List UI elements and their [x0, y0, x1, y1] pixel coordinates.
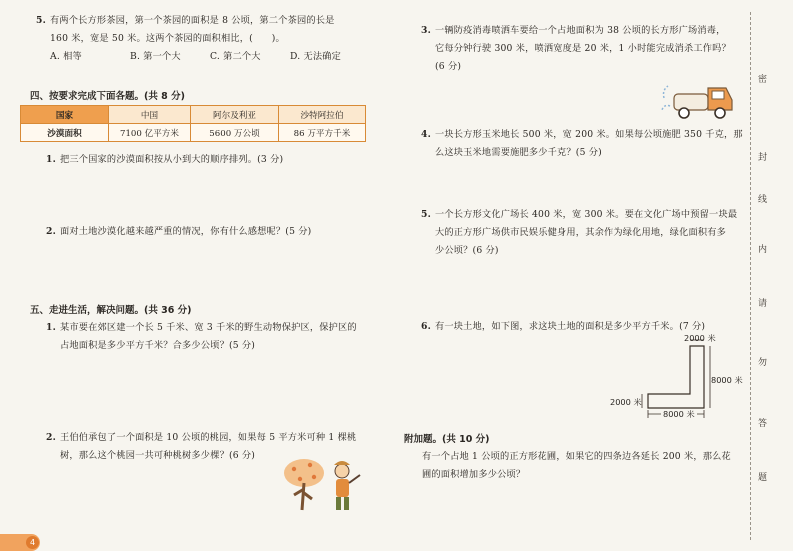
choice-b[interactable]: B. 第一个大 — [130, 51, 181, 62]
question-number: 1. — [46, 322, 56, 333]
question-text: 一辆防疫消毒喷洒车要给一个占地面积为 38 公顷的长方形广场消毒， — [435, 25, 726, 36]
peach-tree-illustration — [282, 455, 370, 513]
section-5-q1 — [46, 319, 376, 355]
question-number: 3. — [421, 25, 431, 36]
question-text: 一块长方形玉米地长 500 米，宽 200 米。如果每公顷施肥 350 千克，那 — [435, 129, 743, 140]
choice-d[interactable]: D. 无法确定 — [290, 51, 342, 62]
page-number-badge — [0, 534, 40, 551]
question-text: 把三个国家的沙漠面积按从小到大的顺序排列。(3 分) — [60, 154, 284, 165]
seal-char: 密 — [758, 75, 768, 85]
choice-list — [36, 48, 376, 66]
seal-char: 封 — [758, 153, 768, 163]
question-text: 少公顷？(6 分) — [435, 245, 499, 256]
question-number: 2. — [46, 226, 56, 237]
spray-truck-illustration — [660, 78, 740, 122]
table-row — [21, 124, 366, 142]
question-text: 有一块土地，如下图，求这块土地的面积是多少平方千米。(7 分) — [435, 321, 706, 332]
table-header-cell: 阿尔及利亚 — [191, 106, 279, 124]
question-text: 面对土地沙漠化越来越严重的情况，你有什么感想呢？(5 分) — [60, 226, 312, 237]
right-q5 — [421, 206, 751, 260]
dimension-label-bottom: 8000 米 — [663, 409, 695, 419]
question-number: 6. — [421, 321, 431, 332]
dimension-label-right: 8000 米 — [711, 375, 743, 385]
seal-char: 题 — [758, 473, 768, 483]
table-header-cell: 国家 — [21, 106, 109, 124]
table-cell: 7100 亿平方米 — [109, 124, 191, 142]
dimension-label-top: 2000 米 — [684, 333, 716, 343]
question-text: 它每分钟行驶 300 米，喷洒宽度是 20 米，1 小时能完成消杀工作吗？ — [435, 43, 731, 54]
table-row-label: 沙漠面积 — [21, 124, 109, 142]
bonus-title: 附加题。(共 10 分) — [404, 434, 490, 445]
choice-c[interactable]: C. 第二个大 — [210, 51, 261, 62]
table-cell: 86 万平方千米 — [279, 124, 366, 142]
question-text: 树，那么这个桃园一共可种桃树多少棵？(6 分) — [60, 450, 256, 461]
page-number: 4 — [26, 536, 39, 549]
table-header-cell: 沙特阿拉伯 — [279, 106, 366, 124]
section-4-q2 — [46, 223, 311, 241]
bonus-question — [422, 448, 752, 484]
question-text: 么这块玉米地需要施肥多少千克？(5 分) — [435, 147, 602, 158]
seal-char: 内 — [758, 245, 768, 255]
question-number: 5. — [421, 209, 431, 220]
section-4-q1 — [46, 151, 283, 169]
question-number: 5. — [36, 15, 46, 26]
question-text: 一个长方形文化广场长 400 米，宽 300 米。要在文化广场中预留一块最 — [435, 209, 738, 220]
question-number: 4. — [421, 129, 431, 140]
table-cell: 5600 万公顷 — [191, 124, 279, 142]
question-text: 大的正方形广场供市民娱乐健身用，其余作为绿化用地，绿化面积有多 — [435, 227, 727, 238]
question-text: 王伯伯承包了一个面积是 10 公顷的桃园，如果每 5 平方米可种 1 棵桃 — [60, 432, 357, 443]
dimension-label-left: 2000 米 — [610, 397, 642, 407]
right-q3 — [421, 22, 751, 76]
choice-a[interactable]: A. 相等 — [50, 51, 82, 62]
table-row — [21, 106, 366, 124]
table-header-cell: 中国 — [109, 106, 191, 124]
right-q4 — [421, 126, 751, 162]
question-number: 2. — [46, 432, 56, 443]
section-5-title: 五、走进生活，解决问题。(共 36 分) — [30, 305, 192, 316]
question-text: 圃的面积增加多少公顷？ — [422, 469, 526, 480]
question-text: (6 分) — [435, 61, 462, 72]
seal-char: 勿 — [758, 358, 768, 368]
left-q5 — [36, 12, 376, 66]
seal-line — [750, 12, 751, 540]
question-text: 某市要在郊区建一个长 5 千米、宽 3 千米的野生动物保护区，保护区的 — [60, 322, 357, 333]
question-text: 占地面积是多少平方千米？合多少公顷？(5 分) — [60, 340, 256, 351]
question-text: 有一个占地 1 公顷的正方形花圃，如果它的四条边各延长 200 米，那么花 — [422, 451, 731, 462]
question-text: 有两个长方形茶园，第一个茶园的面积是 8 公顷，第二个茶园的长是 — [50, 15, 335, 26]
desert-area-table — [20, 105, 366, 142]
question-number: 1. — [46, 154, 56, 165]
seal-char: 请 — [758, 299, 768, 309]
seal-char: 线 — [758, 195, 768, 205]
question-text: 160 米，宽是 50 米。这两个茶园的面积相比，( )。 — [50, 33, 285, 44]
section-4-title: 四、按要求完成下面各题。(共 8 分) — [30, 91, 185, 102]
seal-char: 答 — [758, 419, 768, 429]
